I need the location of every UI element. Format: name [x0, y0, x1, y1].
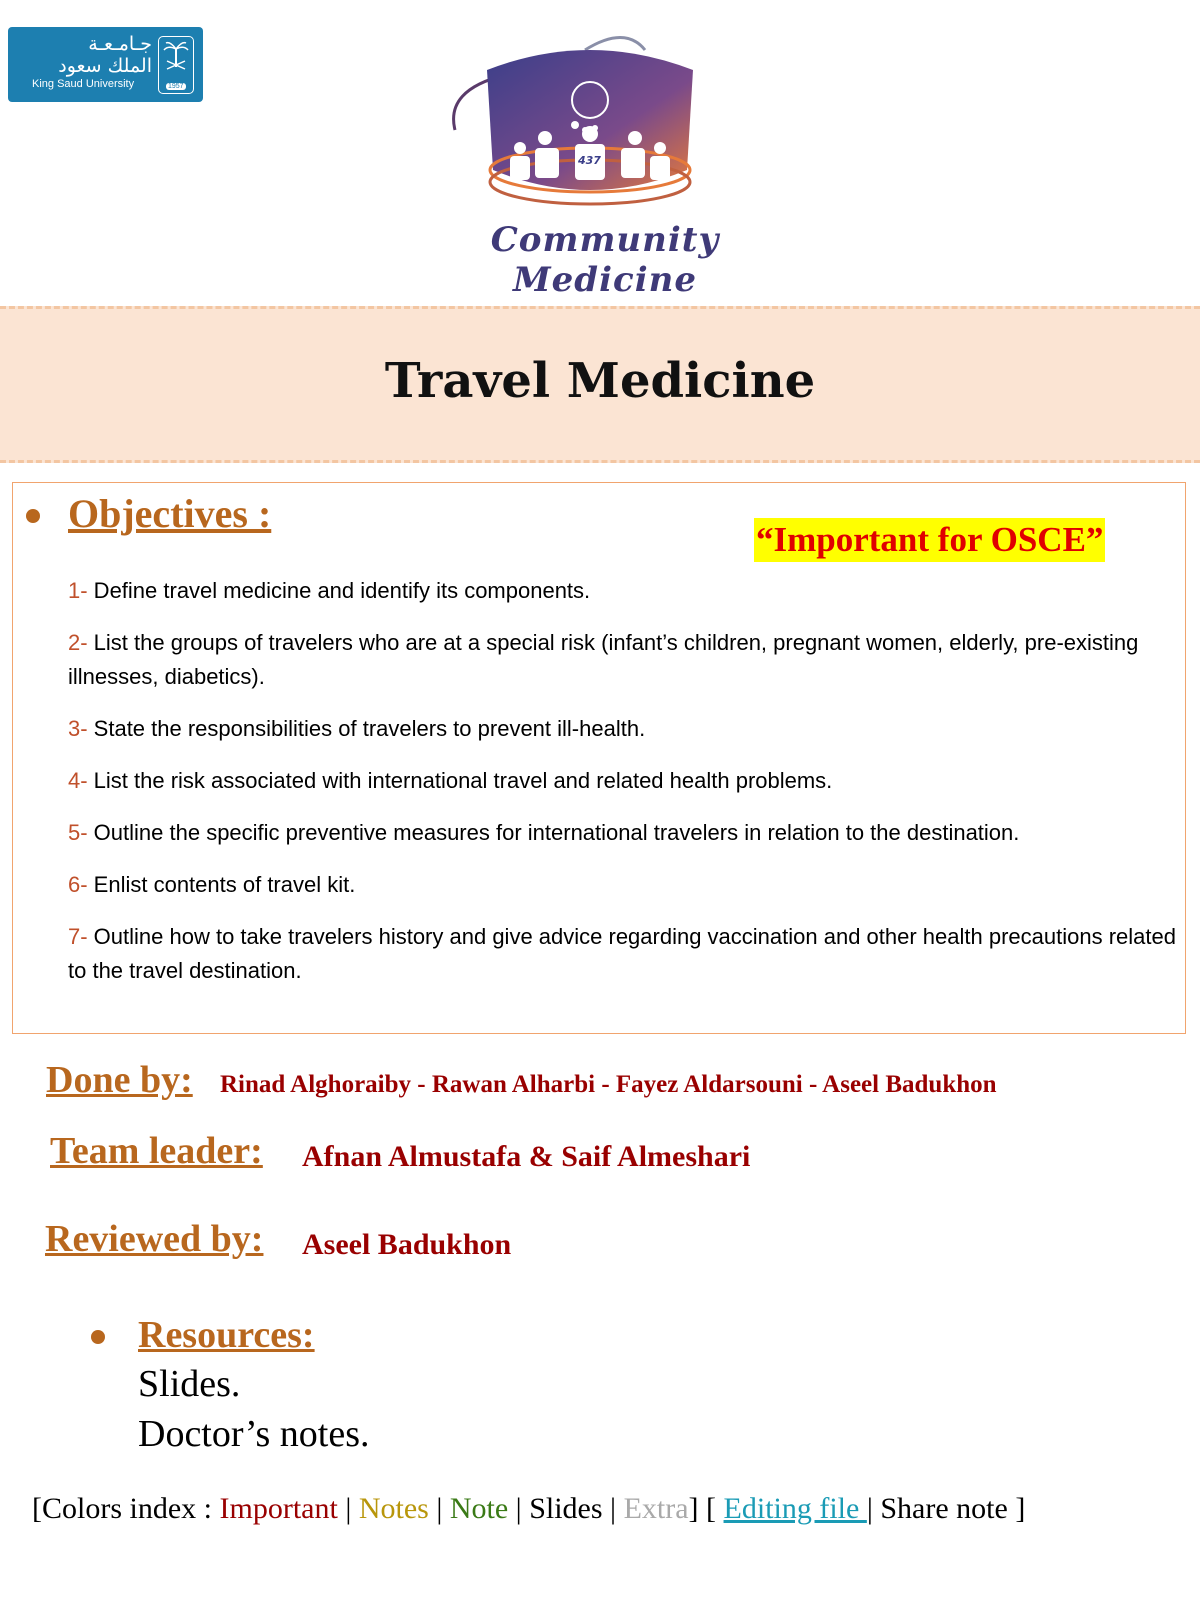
objective-item: 7- Outline how to take travelers history and give advice regarding vaccination and other health precautions related to the travel destination. — [68, 924, 1176, 983]
objectives-list — [68, 574, 1178, 1006]
university-arabic-name: جـامـعـة الملك سعود — [58, 33, 152, 77]
page-title: Travel Medicine — [384, 353, 816, 409]
objective-item: 3- State the responsibilities of travelers to prevent ill-health. — [68, 716, 646, 741]
university-english-name: King Saud University — [32, 78, 135, 90]
legend-slides: Slides — [529, 1492, 603, 1525]
done-by-label: Done by: — [46, 1059, 193, 1101]
objective-item: 1- Define travel medicine and identify its components. — [68, 578, 591, 603]
resources-bullet-icon — [91, 1330, 105, 1344]
objective-item: 2- List the groups of travelers who are at a special risk (infant’s children, pregnant women, elderly, pre-existing illnesses, diabetics). — [68, 630, 1139, 689]
objective-item: 5- Outline the specific preventive measures for international travelers in relation to the destination. — [68, 820, 1020, 845]
done-by-names: Rinad Alghoraiby - Rawan Alharbi - Fayez Aldarsouni - Aseel Badukhon — [220, 1071, 997, 1098]
objective-item: 4- List the risk associated with international travel and related health problems. — [68, 768, 833, 793]
reviewed-by-label: Reviewed by: — [45, 1218, 264, 1260]
reviewed-by-names: Aseel Badukhon — [302, 1228, 512, 1261]
community-medicine-label: Community Medicine — [490, 220, 720, 300]
legend-note: Note — [449, 1492, 509, 1525]
share-note-label: Share note ] — [880, 1492, 1026, 1525]
resource-item: Slides. — [138, 1363, 241, 1405]
objectives-bullet-icon — [26, 509, 40, 523]
osce-callout: “Important for OSCE” — [754, 518, 1105, 562]
university-logo — [8, 27, 203, 102]
editing-file-link[interactable]: Editing file — [723, 1492, 867, 1525]
team-leader-label: Team leader: — [50, 1130, 263, 1172]
resources-heading: Resources: — [138, 1314, 315, 1356]
legend-important: Important — [219, 1492, 338, 1525]
legend-notes: Notes — [358, 1492, 429, 1525]
team-leader-names: Afnan Almustafa & Saif Almeshari — [302, 1140, 751, 1173]
badge-number: 437 — [578, 154, 601, 167]
palm-emblem-icon: 1957 — [158, 36, 194, 94]
colors-index: [Colors index : Important | Notes | Note | Slides | Extra] [ Editing file | Share note ] — [32, 1492, 1026, 1525]
resource-item: Doctor’s notes. — [138, 1413, 370, 1455]
objectives-heading: Objectives : — [68, 491, 272, 536]
legend-extra: Extra — [623, 1492, 689, 1525]
community-medicine-logo — [395, 30, 815, 300]
objective-item: 6- Enlist contents of travel kit. — [68, 872, 356, 897]
title-banner — [0, 306, 1200, 463]
